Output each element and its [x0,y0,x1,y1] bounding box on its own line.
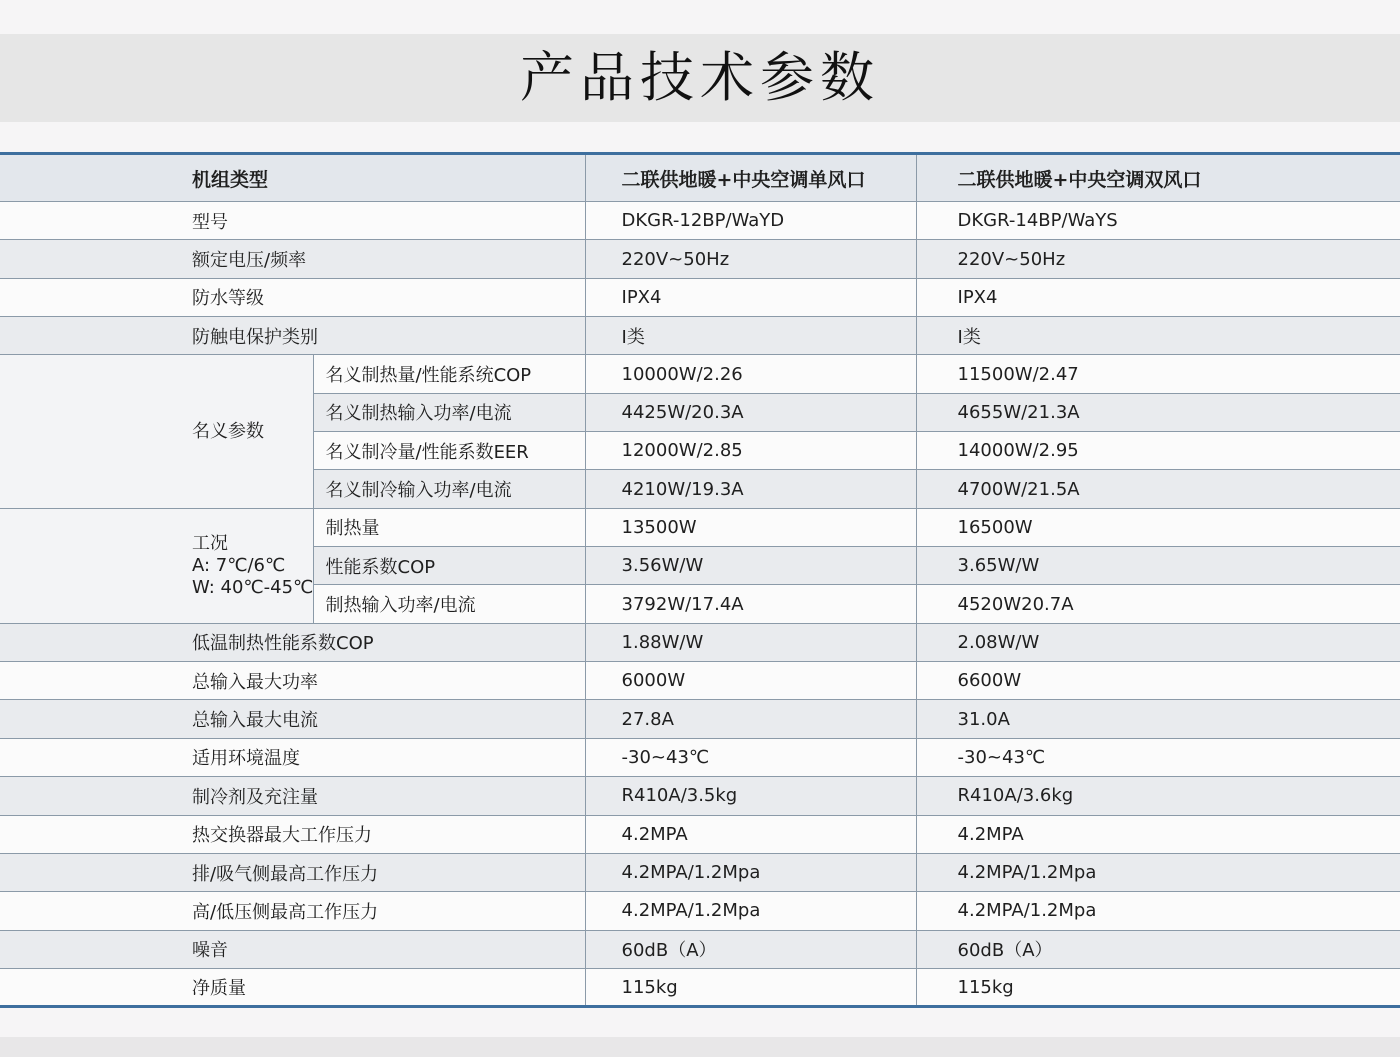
row-value-b: 2.08W/W [916,623,1400,661]
title-band [0,34,1400,122]
row-value-b: R410A/3.6kg [916,777,1400,815]
table-row [0,853,1400,891]
row-value-b: IPX4 [916,278,1400,316]
row-value-b: 220V~50Hz [916,240,1400,278]
row-value-a: -30~43℃ [585,738,916,776]
row-value-a: 1.88W/W [585,623,916,661]
condition-label-line2: A: 7℃/6℃ [192,554,286,576]
row-value-a: IPX4 [585,278,916,316]
row-value-a: 220V~50Hz [585,240,916,278]
row-value-a: DKGR-12BP/WaYD [585,202,916,240]
header-model-a: 二联供地暖+中央空调单风口 [585,154,916,202]
row-value-b: 4.2MPA/1.2Mpa [916,853,1400,891]
row-value-a: 10000W/2.26 [585,355,916,393]
row-value-b: DKGR-14BP/WaYS [916,202,1400,240]
row-value-b: 115kg [916,968,1400,1006]
row-value-a: 13500W [585,508,916,546]
row-label: 热交换器最大工作压力 [0,815,585,853]
row-value-a: 3.56W/W [585,547,916,585]
row-value-a: 60dB（A） [585,930,916,968]
row-value-a: 27.8A [585,700,916,738]
row-value-a: Ⅰ类 [585,317,916,355]
row-label: 总输入最大电流 [0,700,585,738]
row-label: 净质量 [0,968,585,1006]
row-value-b: 31.0A [916,700,1400,738]
table-row [0,355,1400,393]
row-value-b: 4655W/21.3A [916,393,1400,431]
row-label: 额定电压/频率 [0,240,585,278]
row-value-b: 4700W/21.5A [916,470,1400,508]
row-value-a: 12000W/2.85 [585,432,916,470]
row-label: 总输入最大功率 [0,662,585,700]
table-row [0,278,1400,316]
row-label: 高/低压侧最高工作压力 [0,892,585,930]
row-value-b: 14000W/2.95 [916,432,1400,470]
row-value-a: R410A/3.5kg [585,777,916,815]
row-label: 型号 [0,202,585,240]
table-row [0,700,1400,738]
row-value-b: 6600W [916,662,1400,700]
table-row [0,623,1400,661]
row-value-b: 4520W20.7A [916,585,1400,623]
row-sublabel: 名义制热量/性能系统COP [313,355,585,393]
condition-label-line3: W: 40℃-45℃ [192,576,313,598]
table-row [0,508,1400,546]
row-value-b: -30~43℃ [916,738,1400,776]
row-value-a: 4.2MPA/1.2Mpa [585,892,916,930]
table-row [0,738,1400,776]
row-label: 噪音 [0,930,585,968]
table-row [0,317,1400,355]
table-row [0,930,1400,968]
row-value-b: 60dB（A） [916,930,1400,968]
row-value-b: 3.65W/W [916,547,1400,585]
condition-label-line1: 工况 [192,532,228,554]
header-label: 机组类型 [0,154,585,202]
row-label: 防水等级 [0,278,585,316]
table-row [0,815,1400,853]
row-label: 适用环境温度 [0,738,585,776]
table-row [0,662,1400,700]
nominal-group-label: 名义参数 [0,355,313,508]
row-label: 防触电保护类别 [0,317,585,355]
table-row [0,892,1400,930]
page-title: 产品技术参数 [520,46,880,109]
row-value-a: 115kg [585,968,916,1006]
row-value-a: 6000W [585,662,916,700]
row-sublabel: 名义制冷量/性能系数EER [313,432,585,470]
table-row [0,202,1400,240]
header-model-b: 二联供地暖+中央空调双风口 [916,154,1400,202]
row-value-a: 4.2MPA/1.2Mpa [585,853,916,891]
bottom-band [0,1037,1400,1057]
row-label: 低温制热性能系数COP [0,623,585,661]
row-sublabel: 名义制热输入功率/电流 [313,393,585,431]
row-label: 排/吸气侧最高工作压力 [0,853,585,891]
table-row [0,777,1400,815]
row-value-b: Ⅰ类 [916,317,1400,355]
table-row [0,968,1400,1006]
condition-group-label [0,508,313,623]
row-value-a: 4210W/19.3A [585,470,916,508]
row-sublabel: 名义制冷输入功率/电流 [313,470,585,508]
row-value-b: 4.2MPA/1.2Mpa [916,892,1400,930]
row-sublabel: 制热输入功率/电流 [313,585,585,623]
row-sublabel: 性能系数COP [313,547,585,585]
row-value-b: 16500W [916,508,1400,546]
row-value-a: 3792W/17.4A [585,585,916,623]
row-value-b: 4.2MPA [916,815,1400,853]
row-value-b: 11500W/2.47 [916,355,1400,393]
row-label: 制冷剂及充注量 [0,777,585,815]
row-sublabel: 制热量 [313,508,585,546]
row-value-a: 4.2MPA [585,815,916,853]
table-row [0,240,1400,278]
spec-table [0,152,1400,1008]
row-value-a: 4425W/20.3A [585,393,916,431]
table-header-row [0,154,1400,202]
